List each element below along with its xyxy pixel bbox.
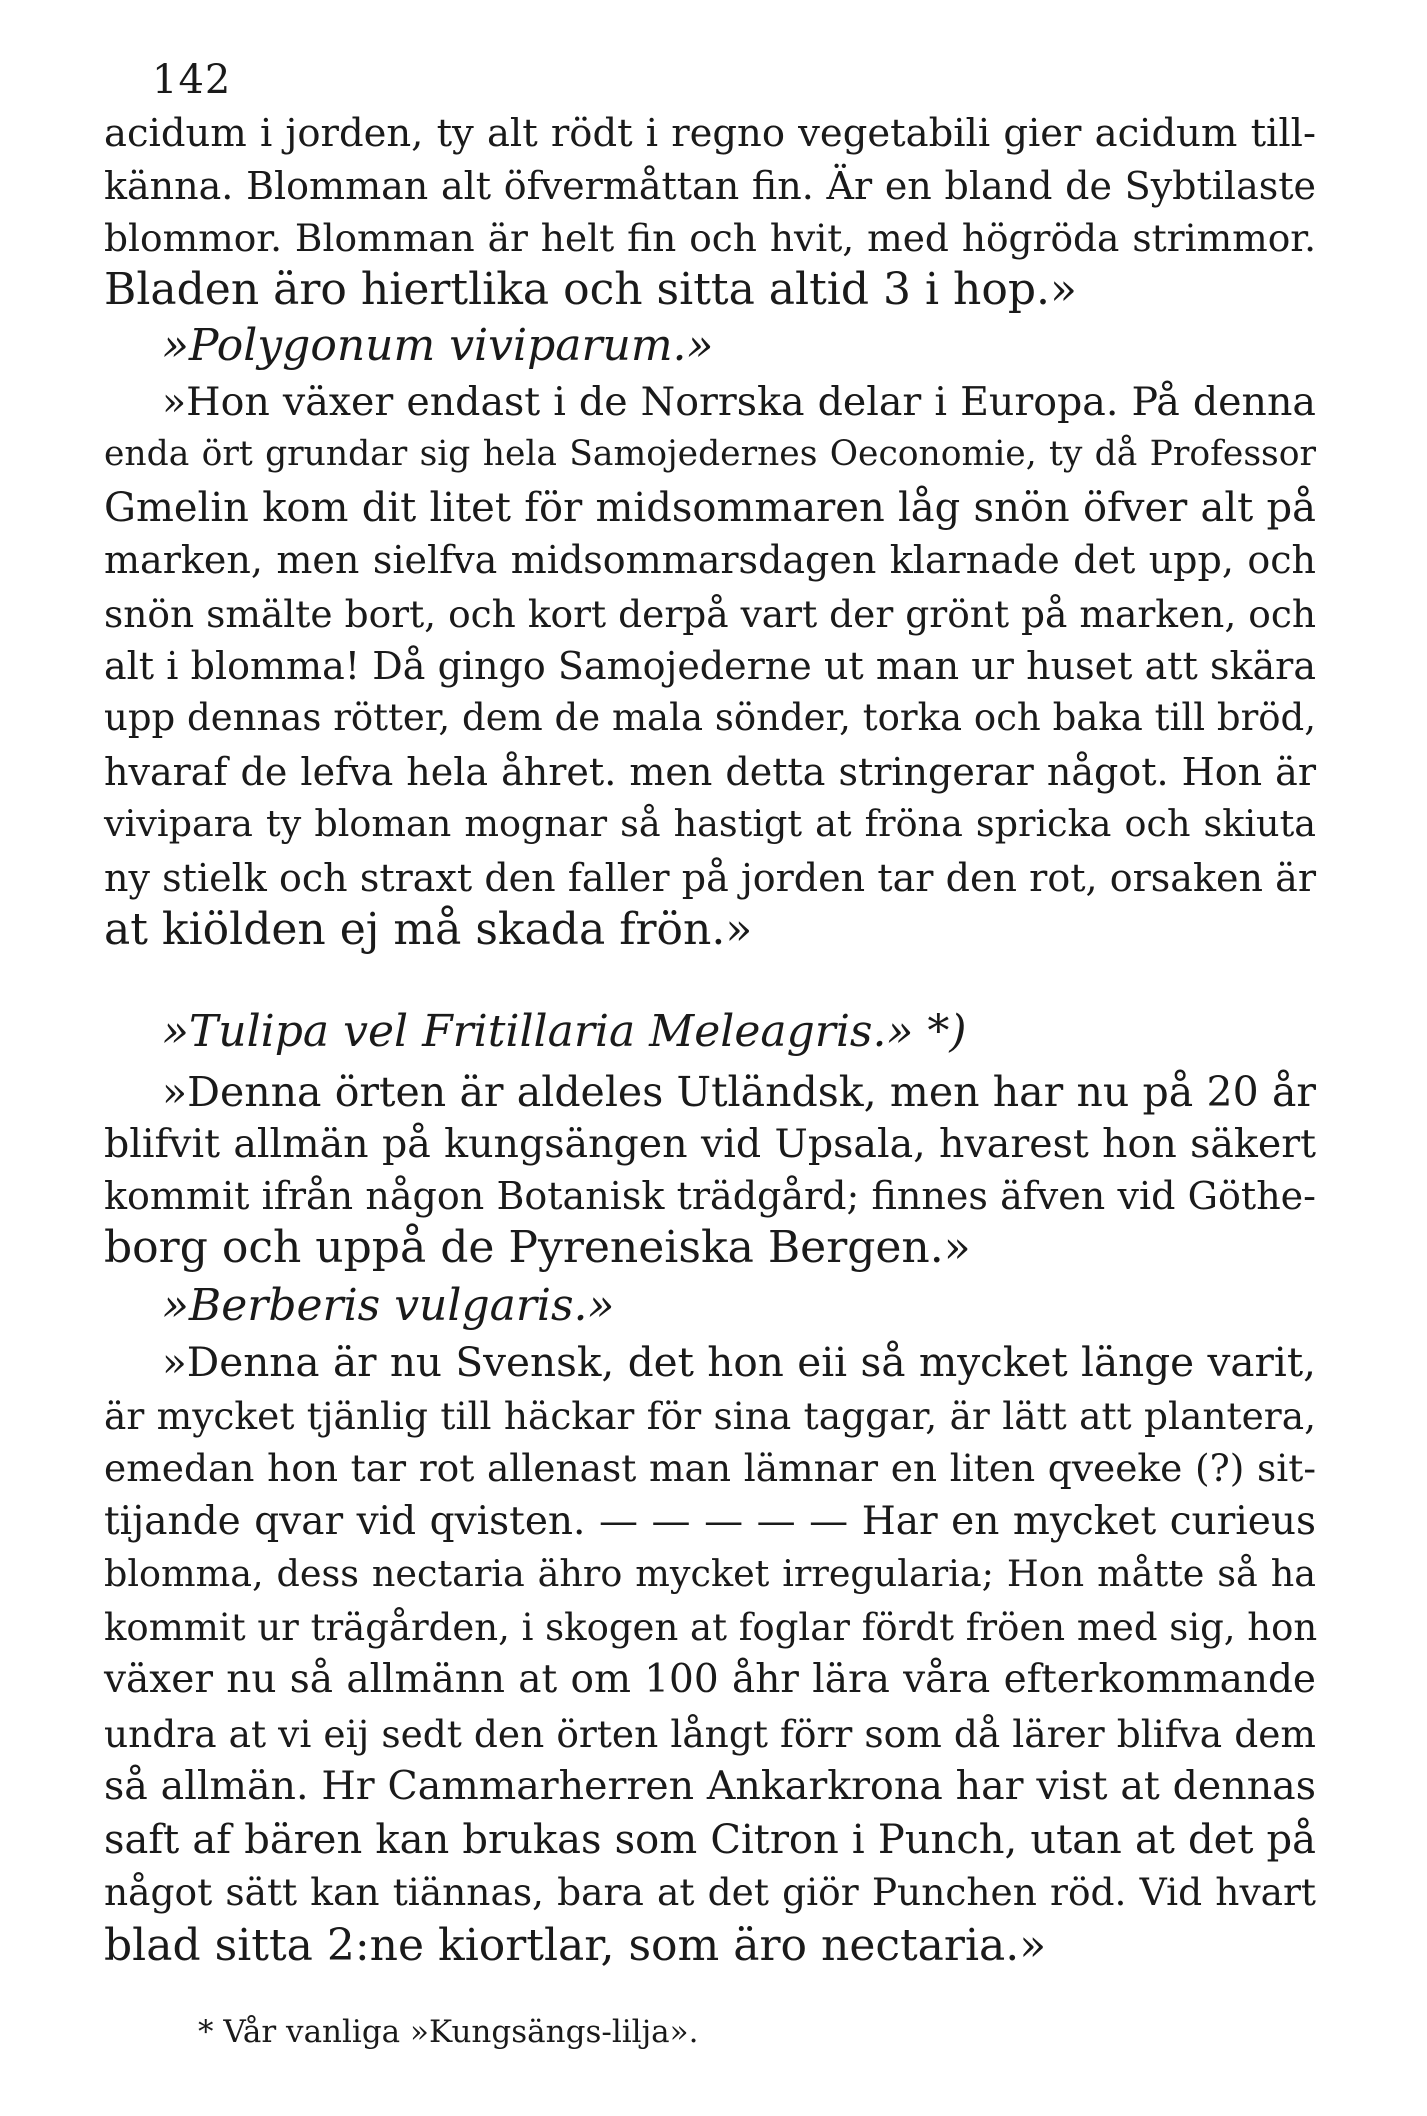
text-line: at kiölden ej må skada frön.» (104, 904, 753, 955)
text-line: undra at vi eij sedt den örten långt förr som då lärer blifva dem (104, 1712, 1316, 1756)
footnote: * Vår vanliga »Kungsängs-lilja». (198, 2014, 699, 2050)
text-line: blommor. Blomman är helt fin och hvit, med högröda strimmor. (104, 216, 1316, 260)
text-line: »Denna örten är aldeles Utländsk, men har nu på 20 år (162, 1068, 1316, 1116)
text-line: tijande qvar vid qvisten. — — — — — Har en mycket curieus (104, 1499, 1316, 1544)
text-line: hvaraf de lefva hela åhret. men detta stringerar något. Hon är (104, 750, 1316, 794)
text-line: Bladen äro hiertlika och sitta altid 3 i hop.» (104, 264, 1077, 315)
text-line: blomma, dess nectaria ähro mycket irregularia; Hon måtte så ha (104, 1552, 1316, 1595)
text-line: blad sitta 2:ne kiortlar, som äro nectaria.» (104, 1920, 1047, 1971)
text-line: enda ört grundar sig hela Samojedernes Oeconomie, ty då Professor (104, 434, 1316, 474)
species-heading: »Berberis vulgaris.» (162, 1280, 615, 1331)
text-line: känna. Blomman alt öfvermåttan fin. Är en bland de Sybtilaste (104, 164, 1316, 208)
text-line: alt i blomma! Då gingo Samojederne ut man ur huset att skära (104, 644, 1316, 688)
text-line: snön smälte bort, och kort derpå vart der grönt på marken, och (104, 592, 1316, 636)
text-line: ny stielk och straxt den faller på jorden tar den rot, orsaken är (104, 856, 1316, 900)
text-line: kommit ur trägården, i skogen at foglar fördt fröen med sig, hon (104, 1606, 1318, 1649)
text-line: så allmän. Hr Cammarherren Ankarkrona har vist at dennas (104, 1763, 1316, 1809)
text-line: borg och uppå de Pyreneiska Bergen.» (104, 1222, 971, 1273)
text-line: vivipara ty bloman mognar så hastigt at fröna spricka och skiuta (104, 802, 1316, 845)
species-heading: »Polygonum viviparum.» (162, 320, 714, 371)
text-line: är mycket tjänlig till häckar för sina taggar, är lätt att plantera, (104, 1394, 1316, 1438)
text-line: marken, men sielfva midsommarsdagen klarnade det upp, och (104, 538, 1316, 582)
page-number: 142 (152, 57, 232, 103)
text-line: något sätt kan tiännas, bara at det giör Punchen röd. Vid hvart (104, 1870, 1316, 1914)
text-line: »Hon växer endast i de Norrska delar i Europa. På denna (162, 379, 1316, 425)
text-line: växer nu så allmänn at om 100 åhr lära våra efterkommande (104, 1657, 1316, 1702)
text-line: emedan hon tar rot allenast man lämnar en liten qveeke (?) sit- (104, 1446, 1316, 1490)
text-line: Gmelin kom dit litet för midsommaren låg snön öfver alt på (104, 485, 1316, 531)
text-line: acidum i jorden, ty alt rödt i regno vegetabili gier acidum till- (104, 111, 1316, 156)
text-line: blifvit allmän på kungsängen vid Upsala, hvarest hon säkert (104, 1121, 1316, 1167)
species-heading: »Tulipa vel Fritillaria Meleagris.» *) (162, 1006, 967, 1057)
text-line: upp dennas rötter, dem de mala sönder, torka och baka till bröd, (104, 696, 1316, 739)
text-line: »Denna är nu Svensk, det hon eii så mycket länge varit, (162, 1338, 1316, 1386)
text-line: saft af bären kan brukas som Citron i Punch, utan at det på (104, 1817, 1316, 1863)
text-line: kommit ifrån någon Botanisk trädgård; finnes äfven vid Göthe- (104, 1174, 1316, 1218)
